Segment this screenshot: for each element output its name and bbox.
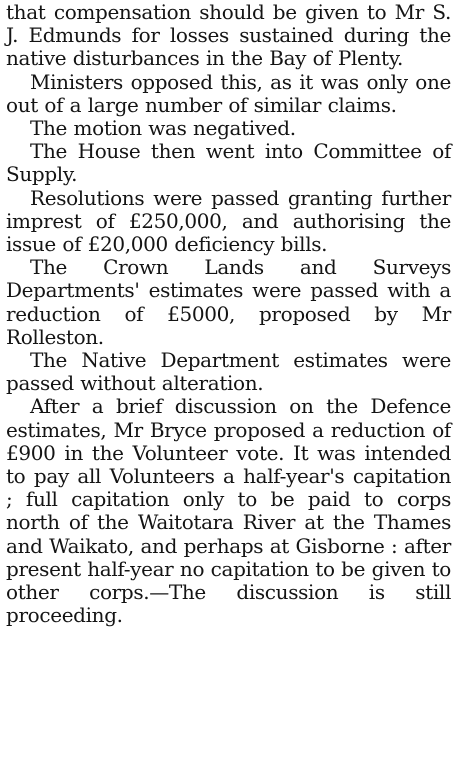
paragraph-resolutions: Resolutions were passed granting further imprest of £250,000, and authorising the issue of £20,000 deficiency bills. <box>6 185 451 257</box>
paragraph-defence-estimates: After a brief discussion on the Defence estimates, Mr Bryce proposed a reduction of £900 in the Volunteer vote. It was intended to pay all Volunteers a half-year's capitation ; full capitation only to be paid to corps north of the Waitotara River at the Thames and Waikato, and perhaps at Gisborne : after present half-year no capitation to be given to other corps.—The discussion is still proceeding. <box>6 394 451 628</box>
paragraph-ministers-opposed: Ministers opposed this, as it was only one out of a large number of similar claims. <box>6 69 451 117</box>
paragraph-committee-of-supply: The House then went into Committee of Supply. <box>6 139 451 187</box>
paragraph-motion-negatived: The motion was negatived. <box>30 116 296 141</box>
paragraph-crown-lands: The Crown Lands and Surveys Departments' estimates were passed with a reduction of £5000, proposed by Mr Rolleston. <box>6 255 451 349</box>
paragraph-native-department: The Native Department estimates were passed without alteration. <box>6 348 451 396</box>
paragraph-continuation: that compensation should be given to Mr S. J. Edmunds for losses sustained during the native disturbances in the Bay of Plenty. <box>6 0 451 71</box>
